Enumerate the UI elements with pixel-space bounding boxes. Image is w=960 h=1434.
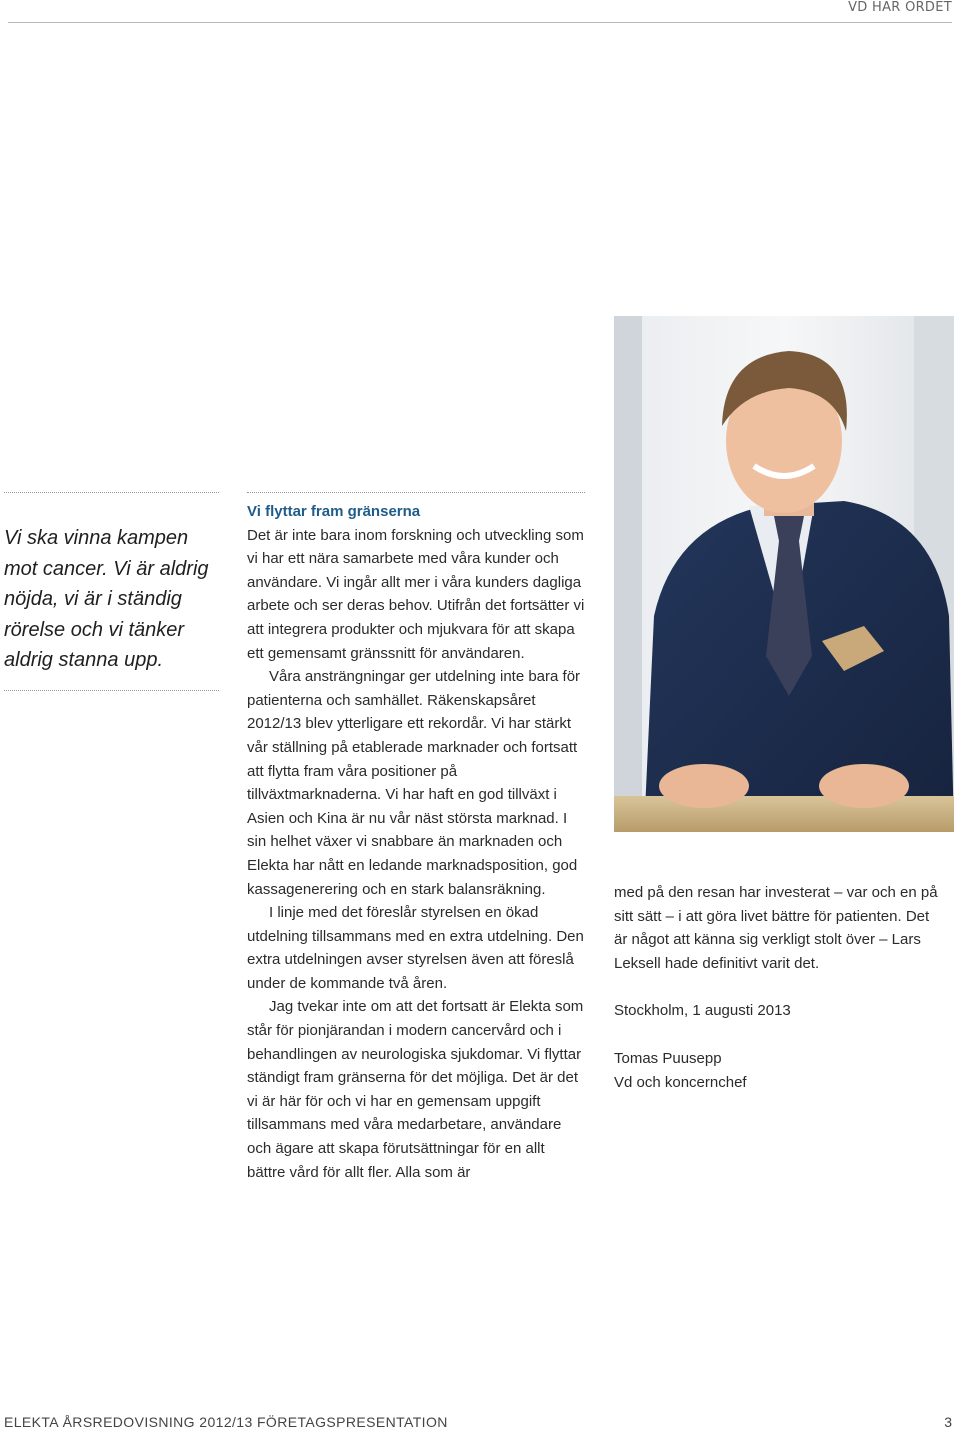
signature-title: Vd och koncernchef: [614, 1073, 747, 1091]
header-rule: [8, 22, 952, 23]
body-paragraph: Våra ansträngningar ger utdelning inte bara för patienterna och samhället. Räkenskapsåret 2012/13 blev ytterligare ett rekordår. Vi har stärkt vår ställning på etablerade marknader och fortsatt att flytta fram våra positioner på tillväxtmarknaderna. Vi har haft en god tillväxt i Asien och Kina är nu vår näst största marknad. I sin helhet växer vi snabbare än marknaden och Elekta har nått en ledande marknadsposition, god kassagenerering och en stark balansräkning.: [247, 668, 581, 898]
pull-quote: Vi ska vinna kampen mot cancer. Vi är aldrig nöjda, vi är i ständig rörelse och vi tänker aldrig stanna upp.: [4, 527, 209, 671]
main-column-top-rule: [247, 492, 585, 493]
main-column: [247, 500, 587, 1184]
body-paragraph: Jag tvekar inte om att det fortsatt är Elekta som står för pionjärandan i modern cancervård och i behandlingen av neurologiska sjukdomar. Vi flyttar ständigt fram gränserna för det möjliga. Det är det vi är här för och vi har en gemensam uppgift tillsammans med våra medarbetare, användare och ägare att skapa förutsättningar för en allt bättre vård för allt fler. Alla som är: [247, 998, 584, 1181]
section-heading: Vi flyttar fram gränserna: [247, 503, 421, 520]
footer-publication: ELEKTA ÅRSREDOVISNING 2012/13 FÖRETAGSPRESENTATION: [4, 1414, 448, 1430]
pull-quote-bottom-rule: [4, 690, 219, 691]
body-paragraph: Det är inte bara inom forskning och utveckling som vi har ett nära samarbete med våra kunder och användare. Vi ingår allt mer i våra kunders dagliga arbete och ser deras behov. Utifrån det fortsätter vi att integrera produkter och mjukvara för att skapa ett gemensamt gränssnitt för användaren.: [247, 526, 585, 662]
ceo-portrait-photo: [614, 316, 954, 832]
place-date: Stockholm, 1 augusti 2013: [614, 1002, 791, 1020]
right-column: [614, 881, 944, 1094]
section-label: VD HAR ORDET: [848, 0, 952, 15]
closing-paragraph: med på den resan har investerat – var och en på sitt sätt – i att göra livet bättre för patienten. Det är något att känna sig verkligt stolt över – Lars Leksell hade definitivt varit det.: [614, 884, 938, 972]
signature-name: Tomas Puusepp: [614, 1049, 722, 1067]
body-paragraph: I linje med det föreslår styrelsen en ökad utdelning tillsammans med en extra utdelning. Den extra utdelningen avser styrelsen även att föreslå under de kommande två åren.: [247, 904, 584, 992]
page-number: 3: [944, 1414, 952, 1430]
pull-quote-top-rule: [4, 492, 219, 493]
